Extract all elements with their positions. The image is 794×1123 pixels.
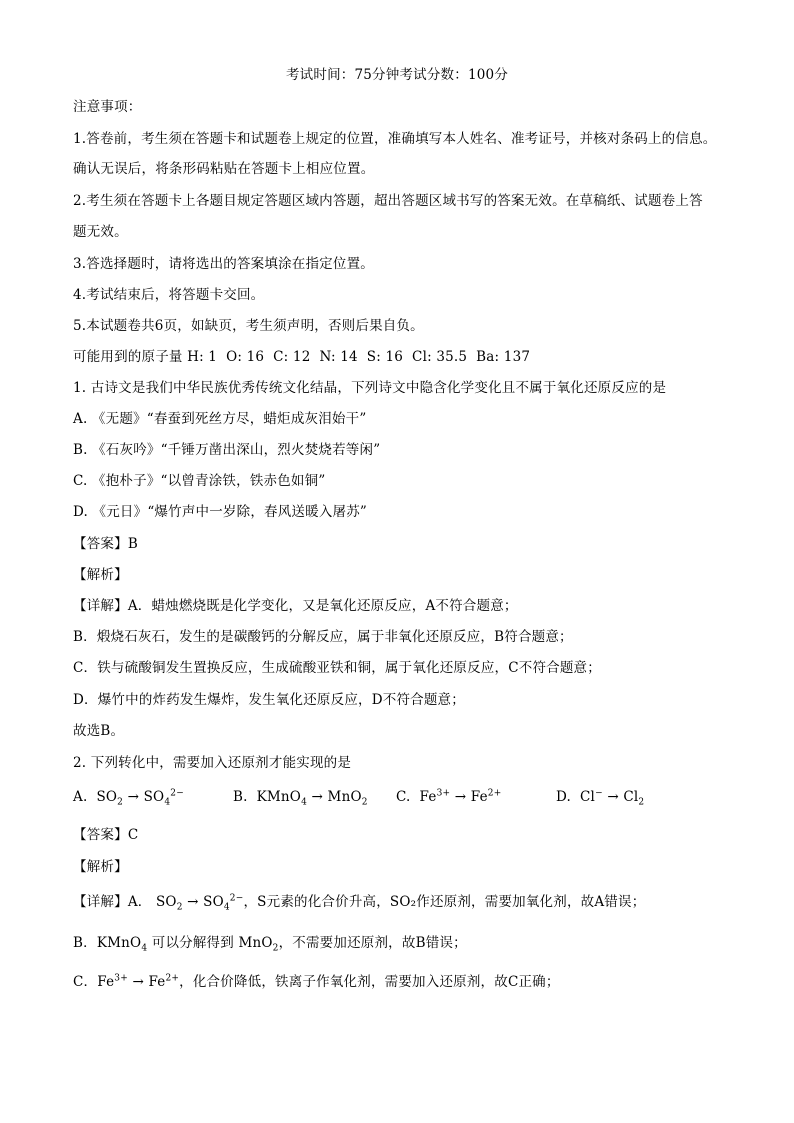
- superscript: 2+: [487, 788, 502, 799]
- subscript: 2: [117, 797, 124, 808]
- formula: MnO: [327, 789, 362, 805]
- formula: SO: [155, 894, 177, 910]
- detail-text: ，化合价降低，铁离子作氧化剂，需要加入还原剂，故C正确；: [179, 974, 560, 990]
- formula: Fe: [148, 974, 166, 990]
- q2-answer: [73, 829, 754, 843]
- q2-options: [73, 788, 754, 808]
- subscript: 2: [361, 797, 368, 808]
- q1-option-b: B. 《石灰吟》“千锤万凿出深山，烈火焚烧若等闲”: [73, 442, 381, 458]
- q2-option-d: [556, 788, 645, 808]
- formula: SO: [203, 894, 224, 910]
- q1-detail-b: B．煅烧石灰石，发生的是碳酸钙的分解反应，属于非氧化还原反应，B符合题意；: [73, 629, 573, 645]
- superscript: 2−: [170, 788, 184, 799]
- q2-option-b: [233, 789, 396, 808]
- detail-text: 可以分解得到: [151, 935, 234, 951]
- arrow: →: [607, 789, 619, 805]
- subscript: 4: [301, 797, 308, 808]
- formula: SO: [96, 789, 118, 805]
- detail-text: A．蜡烛燃烧既是化学变化，又是氧化还原反应，A不符合题意；: [127, 598, 518, 614]
- detail-prefix: A．: [127, 894, 152, 910]
- atomic-masses: 可能用到的原子量 H: 1 O: 16 C: 12 N: 14 S: 16 Cl: 35.5 Ba: 137: [73, 349, 531, 365]
- q1-analysis-label: 【解析】: [73, 567, 128, 583]
- q1-answer: [73, 538, 754, 552]
- formula: Fe: [97, 974, 115, 990]
- note-2-line-2: 题无效。: [73, 224, 128, 240]
- option-label: B.: [233, 789, 248, 805]
- q2-detail-a: [73, 893, 754, 913]
- q2-option-a: [73, 788, 233, 808]
- subscript: 2: [272, 943, 279, 954]
- formula: KMnO: [96, 935, 142, 951]
- subscript: 2: [638, 797, 645, 808]
- arrow: →: [311, 789, 324, 805]
- q1-option-a: A. 《无题》“春蚕到死丝方尽，蜡炬成灰泪始干”: [73, 411, 367, 427]
- subscript: 4: [164, 797, 171, 808]
- detail-text: ，不需要加还原剂，故B错误；: [278, 935, 467, 951]
- formula: SO: [143, 789, 165, 805]
- note-3: 3.答选择题时，请将选出的答案填涂在指定位置。: [73, 256, 374, 272]
- arrow: →: [127, 789, 140, 805]
- note-1-line-2: 确认无误后，将条形码粘贴在答题卡上相应位置。: [73, 161, 375, 177]
- detail-prefix: C．: [73, 974, 98, 990]
- arrow: →: [187, 894, 199, 910]
- subscript: 4: [141, 943, 148, 954]
- option-label: A.: [73, 789, 88, 805]
- arrow: →: [132, 974, 144, 990]
- superscript: 3+: [436, 788, 451, 799]
- answer-label: 【答案】: [73, 536, 128, 552]
- superscript: 3+: [114, 973, 128, 984]
- q1-option-c: C. 《抱朴子》“以曾青涂铁，铁赤色如铜”: [73, 473, 326, 489]
- answer-label: 【答案】: [73, 827, 128, 843]
- formula: MnO: [238, 935, 273, 951]
- q1-detail-c: C．铁与硫酸铜发生置换反应，生成硫酸亚铁和铜，属于氧化还原反应，C不符合题意；: [73, 660, 601, 676]
- formula: Cl: [623, 789, 639, 805]
- formula: Fe: [419, 789, 437, 805]
- q2-stem: 2. 下列转化中，需要加入还原剂才能实现的是: [73, 755, 352, 771]
- q1-conclusion: 故选B。: [73, 723, 125, 739]
- option-label: C.: [396, 789, 411, 805]
- detail-label: 【详解】: [73, 598, 128, 614]
- superscript: 2−: [229, 893, 244, 904]
- q2-detail-b: [73, 935, 754, 954]
- formula: Fe: [470, 789, 488, 805]
- detail-label: 【详解】: [73, 894, 128, 910]
- q1-stem: 1. 古诗文是我们中华民族优秀传统文化结晶，下列诗文中隐含化学变化且不属于氧化还原反应的是: [73, 380, 667, 396]
- answer-value: B: [127, 536, 138, 552]
- formula: Cl: [580, 789, 596, 805]
- subscript: 4: [223, 902, 230, 913]
- q2-option-c: [396, 788, 556, 805]
- superscript: 2+: [165, 973, 180, 984]
- answer-value: C: [127, 827, 139, 843]
- note-4: 4.考试结束后，将答题卡交回。: [73, 287, 265, 303]
- option-label: D.: [556, 789, 572, 805]
- q1-detail-a: [73, 600, 754, 614]
- subscript: 2: [176, 902, 183, 913]
- q1-option-d: D. 《元日》“爆竹声中一岁除，春风送暖入屠苏”: [73, 504, 368, 520]
- detail-prefix: B．: [73, 935, 97, 951]
- arrow: →: [454, 789, 467, 805]
- exam-info: 考试时间：75分钟考试分数：100分: [285, 67, 509, 83]
- detail-text: ，S元素的化合价升高，SO₂作还原剂，需要加氧化剂，故A错误；: [243, 894, 646, 910]
- notes-title: 注意事项：: [73, 99, 142, 115]
- note-5: 5.本试题卷共6页，如缺页，考生须声明，否则后果自负。: [73, 318, 424, 334]
- note-1-line-1: 1.答卷前，考生须在答题卡和试题卷上规定的位置，准确填写本人姓名、准考证号，并核对条码上的信息。: [73, 131, 717, 147]
- superscript: −: [595, 788, 603, 799]
- q2-detail-c: [73, 973, 754, 990]
- q2-analysis-label: 【解析】: [73, 859, 128, 875]
- q1-detail-d: D．爆竹中的炸药发生爆炸，发生氧化还原反应，D不符合题意；: [73, 692, 465, 708]
- note-2-line-1: 2.考生须在答题卡上各题目规定答题区域内答题，超出答题区域书写的答案无效。在草稿纸、试题卷上答: [73, 193, 703, 209]
- formula: KMnO: [256, 789, 302, 805]
